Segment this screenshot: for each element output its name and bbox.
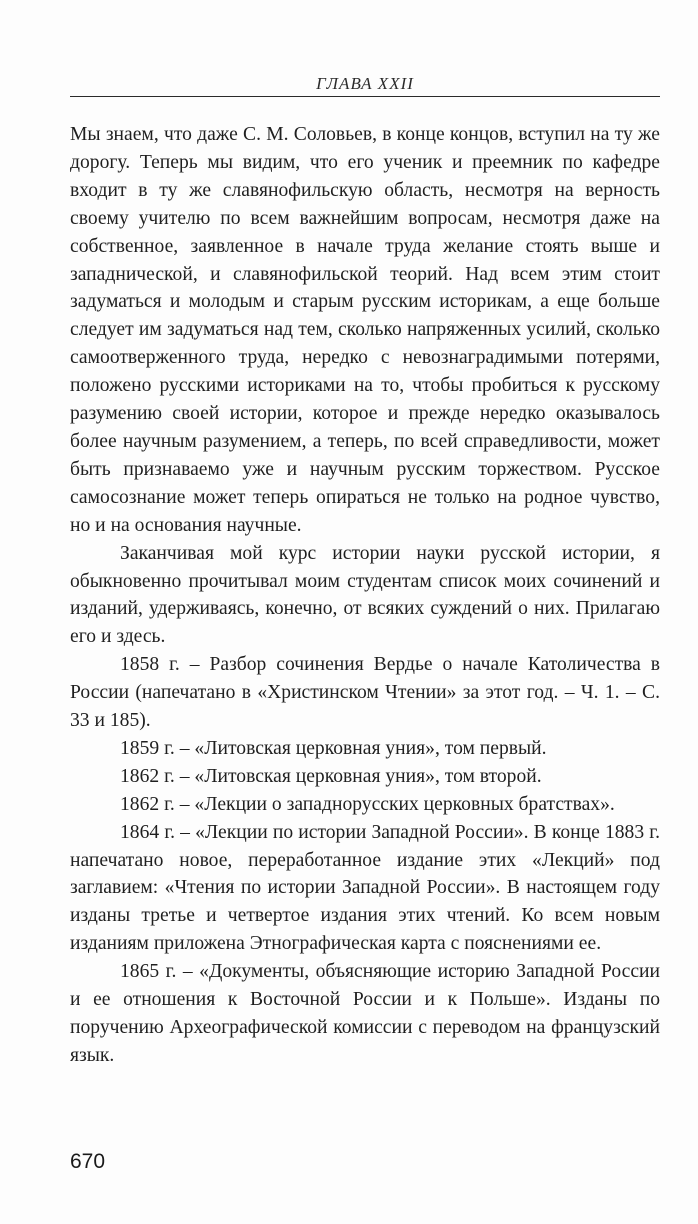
paragraph-conclusion: Мы знаем, что даже С. М. Соловьев, в конце концов, вступил на ту же дорогу. Теперь мы видим, что его ученик и преемник по кафедре входит в ту же славянофильскую область, несмотря на верность своему учителю по всем важнейшим вопросам, несмотря даже на собственное, заявленное в начале труда желание стоять выше и западнической, и славянофильской теорий. Над всем этим стоит задуматься и молодым и старым русским историкам, а еще больше следует им задуматься над тем, сколько напряженных усилий, сколько самоотверженного труда, нередко с невознаградимыми потерями, положено русскими историками на то, чтобы пробиться к русскому разумению своей истории, которое и прежде нередко оказывалось более научным разумением, а теперь, по всей справедливости, может быть признаваемо уже и научным русским торжеством. Русское самосознание может теперь опираться не только на родное чувство, но и на основания научные. bbox=[70, 124, 660, 536]
page-number: 670 bbox=[70, 1150, 106, 1173]
body-text bbox=[70, 121, 660, 1070]
header-rule bbox=[70, 96, 660, 97]
bibliography-entry: 1858 г. – Разбор сочинения Вердье о начале Католичества в России (напечатано в «Христинском Чтении» за этот год. – Ч. 1. – С. 33 и 185). bbox=[70, 654, 660, 732]
paragraph-list-intro: Заканчивая мой курс истории науки русской истории, я обыкновенно прочитывал моим студентам список моих сочинений и изданий, удерживаясь, конечно, от всяких суждений о них. Прилагаю его и здесь. bbox=[70, 542, 660, 648]
running-head-title: ГЛАВА XXII bbox=[316, 74, 414, 93]
bibliography-entry: 1864 г. – «Лекции по истории Западной России». В конце 1883 г. напечатано новое, переработанное издание этих «Лекций» под заглавием: «Чтения по истории Западной России». В настоящем году изданы третье и четвертое издания этих чтений. Ко всем новым изданиям приложена Этнографическая карта с пояснениями ее. bbox=[70, 821, 660, 955]
bibliography-entry: 1862 г. – «Литовская церковная уния», том второй. bbox=[120, 765, 542, 787]
bibliography-entry: 1865 г. – «Документы, объясняющие историю Западной России и ее отношения к Восточной России и к Польше». Изданы по поручению Археографической комиссии с переводом на французский язык. bbox=[70, 961, 660, 1066]
bibliography-entry: 1859 г. – «Литовская церковная уния», том первый. bbox=[120, 737, 547, 759]
bibliography-entry: 1862 г. – «Лекции о западнорусских церковных братствах». bbox=[120, 793, 615, 815]
